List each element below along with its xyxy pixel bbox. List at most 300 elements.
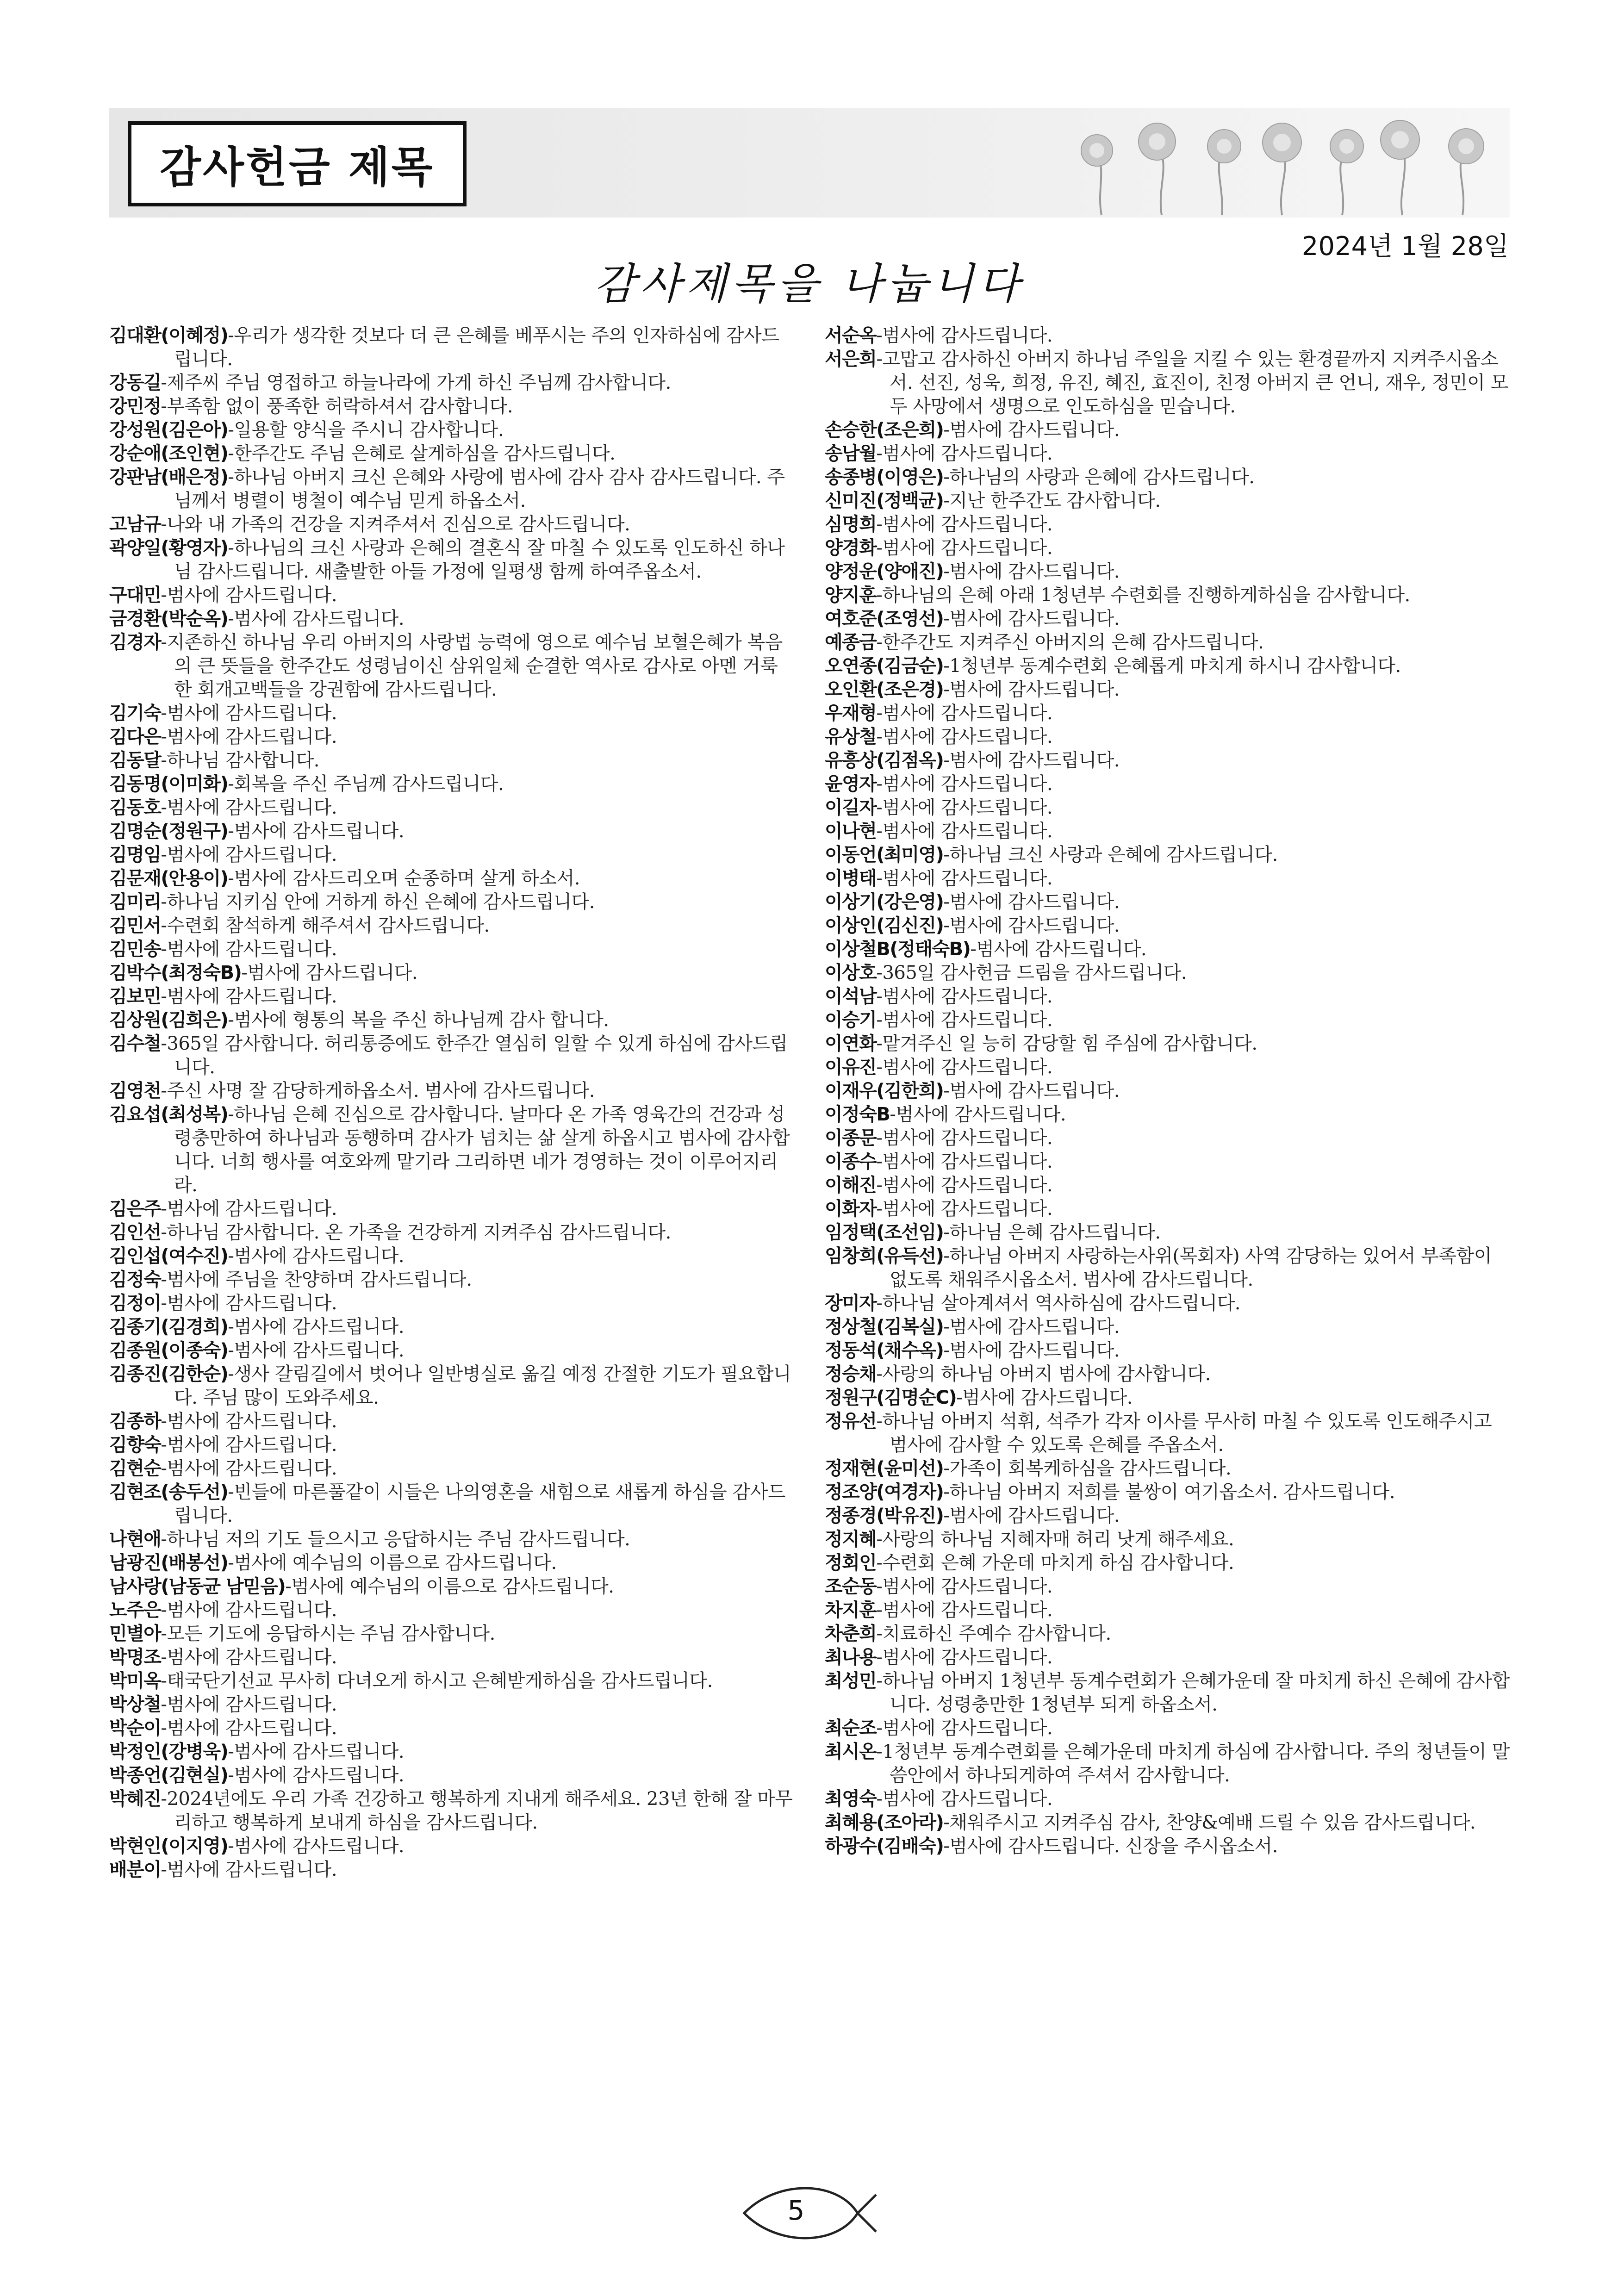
entry-name: 남사랑(남동균 남믿음) bbox=[109, 1576, 286, 1597]
entry-message: -범사에 감사드립니다. bbox=[161, 726, 337, 747]
entry-message: -범사에 감사드립니다. bbox=[876, 773, 1053, 795]
entry-name: 박종언(김현실) bbox=[109, 1765, 228, 1786]
entry-message: -범사에 형통의 복을 주신 하나님께 감사 합니다. bbox=[228, 1009, 609, 1031]
entry-name: 이연화 bbox=[825, 1033, 877, 1054]
entry-message: -범사에 감사드립니다. bbox=[161, 844, 337, 865]
entry-message: -하나님 저의 기도 들으시고 응답하시는 주님 감사드립니다. bbox=[161, 1529, 630, 1550]
entry-name: 최혜용(조아라) bbox=[825, 1812, 944, 1833]
entry-message: -범사에 감사드립니다. bbox=[161, 1434, 337, 1456]
thanksgiving-entry bbox=[109, 1103, 794, 1197]
entry-message: -범사에 감사드립니다. bbox=[161, 1717, 337, 1739]
entry-message: -하나님의 크신 사랑과 은혜의 결혼식 잘 마칠 수 있도록 인도하신 하나님 감사드립니다. 새출발한 아들 가정에 일평생 함께 하여주옵소서. bbox=[174, 537, 785, 582]
entry-name: 이상철B(정태숙B) bbox=[825, 939, 971, 960]
entry-name: 김기숙 bbox=[109, 703, 161, 724]
entry-name: 김상원(김희은) bbox=[109, 1009, 228, 1031]
entry-name: 김정숙 bbox=[109, 1269, 161, 1290]
thanksgiving-entry bbox=[109, 961, 794, 985]
thanksgiving-entry bbox=[825, 466, 1510, 489]
entry-message: -범사에 감사드립니다. bbox=[161, 939, 337, 960]
entry-name: 강판남(배은정) bbox=[109, 467, 228, 488]
entry-name: 박현인(이지영) bbox=[109, 1836, 228, 1857]
thanksgiving-entry bbox=[109, 1551, 794, 1575]
thanksgiving-entry bbox=[825, 1811, 1510, 1835]
entry-message: -고맙고 감사하신 아버지 하나님 주일을 지킬 수 있는 환경끝까지 지켜주시옵소서. 선진, 성욱, 희정, 유진, 혜진, 효진이, 친정 아버지 큰 언니, 재우, 정민이 모두 사망에서 생명으로 인도하심을 믿습니다. bbox=[876, 348, 1508, 417]
thanksgiving-entry bbox=[109, 1622, 794, 1646]
entry-message: -하나님 아버지 1청년부 동계수련회가 은혜가운데 잘 마치게 하신 은혜에 감사합니다. 성령충만한 1청년부 되게 하옵소서. bbox=[876, 1670, 1510, 1715]
entry-message: -범사에 감사드립니다. bbox=[876, 1576, 1053, 1597]
entry-name: 오연종(김금순) bbox=[825, 655, 944, 677]
entry-name: 송종병(이영은) bbox=[825, 467, 944, 488]
entry-name: 김미리 bbox=[109, 891, 161, 913]
entry-message: -범사에 감사드립니다. bbox=[943, 419, 1120, 441]
thanksgiving-entry bbox=[109, 418, 794, 442]
thanksgiving-entry bbox=[109, 890, 794, 914]
entry-name: 신미진(정백균) bbox=[825, 490, 944, 511]
entry-name: 정재현(윤미선) bbox=[825, 1458, 944, 1479]
thanksgiving-entry bbox=[109, 796, 794, 820]
thanksgiving-entry bbox=[109, 1433, 794, 1457]
thanksgiving-entry bbox=[825, 725, 1510, 749]
entry-message: -범사에 감사드립니다. bbox=[228, 821, 404, 842]
entry-message: -범사에 감사드립니다. bbox=[161, 1859, 337, 1880]
entry-name: 강민정 bbox=[109, 396, 161, 417]
entry-name: 정회인 bbox=[825, 1552, 877, 1574]
entry-name: 정지혜 bbox=[825, 1529, 877, 1550]
entry-name: 김종기(김경희) bbox=[109, 1316, 228, 1338]
thanksgiving-entry bbox=[109, 1079, 794, 1103]
date: 2024년 1월 28일 bbox=[1301, 231, 1509, 261]
thanksgiving-entry bbox=[825, 348, 1510, 418]
thanksgiving-entry bbox=[825, 1481, 1510, 1504]
entry-message: -범사에 감사드립니다. bbox=[943, 561, 1120, 582]
entry-name: 이승기 bbox=[825, 1009, 877, 1031]
entry-name: 양정운(양애진) bbox=[825, 561, 944, 582]
entry-message: -범사에 감사드립니다. bbox=[161, 1458, 337, 1479]
thanksgiving-entry bbox=[109, 1339, 794, 1363]
thanksgiving-entry bbox=[825, 654, 1510, 678]
entry-message: -회복을 주신 주님께 감사드립니다. bbox=[228, 773, 504, 795]
thanksgiving-entry bbox=[825, 1410, 1510, 1457]
thanksgiving-entry bbox=[825, 560, 1510, 584]
thanksgiving-entry bbox=[825, 607, 1510, 631]
thanksgiving-entry bbox=[109, 1787, 794, 1835]
thanksgiving-entry bbox=[825, 1835, 1510, 1858]
thanksgiving-entry bbox=[109, 1457, 794, 1481]
thanksgiving-entry bbox=[109, 985, 794, 1008]
entry-name: 이상호 bbox=[825, 962, 877, 983]
entry-message: -범사에 감사드립니다. bbox=[161, 1694, 337, 1715]
entry-message: -사랑의 하나님 지혜자매 허리 낫게 해주세요. bbox=[876, 1529, 1234, 1550]
thanksgiving-entry bbox=[825, 1363, 1510, 1386]
thanksgiving-entry bbox=[825, 1787, 1510, 1811]
thanksgiving-entry bbox=[825, 418, 1510, 442]
entry-name: 강성원(김은아) bbox=[109, 419, 228, 441]
entry-message: -채워주시고 지켜주심 감사, 찬양&예배 드릴 수 있음 감사드립니다. bbox=[943, 1812, 1476, 1833]
entry-name: 이병태 bbox=[825, 868, 877, 889]
thanksgiving-entry bbox=[109, 1221, 794, 1244]
entry-message: -사랑의 하나님 아버지 범사에 감사합니다. bbox=[876, 1363, 1211, 1385]
thanksgiving-entry bbox=[109, 513, 794, 536]
entry-message: -2024년에도 우리 가족 건강하고 행복하게 지내게 해주세요. 23년 한해 잘 마무리하고 행복하게 보내게 하심을 감사드립니다. bbox=[161, 1788, 793, 1833]
thanksgiving-entry bbox=[825, 1174, 1510, 1197]
thanksgiving-entry bbox=[825, 1197, 1510, 1221]
entry-name: 김향숙 bbox=[109, 1434, 161, 1456]
entry-message: -한주간도 지켜주신 아버지의 은혜 감사드립니다. bbox=[876, 632, 1264, 653]
page-number: 5 bbox=[787, 2195, 805, 2226]
entry-message: -범사에 감사드립니다. bbox=[161, 1293, 337, 1314]
thanksgiving-entry bbox=[109, 1764, 794, 1787]
entry-message: -범사에 감사드립니다. bbox=[876, 443, 1053, 464]
entry-name: 차지훈 bbox=[825, 1599, 877, 1621]
thanksgiving-entry bbox=[825, 890, 1510, 914]
entry-message: -범사에 감사드립니다. bbox=[228, 1316, 404, 1338]
entry-message: -하나님 지키심 안에 거하게 하신 은혜에 감사드립니다. bbox=[161, 891, 595, 913]
entry-message: -범사에 감사드립니다. bbox=[228, 1836, 404, 1857]
entry-name: 유상철 bbox=[825, 726, 877, 747]
entry-message: -주신 사명 잘 감당하게하옵소서. 범사에 감사드립니다. bbox=[161, 1080, 595, 1101]
thanksgiving-entry bbox=[825, 1504, 1510, 1528]
entry-message: -가족이 회복케하심을 감사드립니다. bbox=[943, 1458, 1232, 1479]
thanksgiving-entry bbox=[825, 1622, 1510, 1646]
thanksgiving-entry bbox=[109, 1032, 794, 1079]
entry-name: 민별아 bbox=[109, 1623, 161, 1644]
entry-message: -범사에 감사드립니다. bbox=[876, 726, 1053, 747]
thanksgiving-entry bbox=[825, 772, 1510, 796]
thanksgiving-entry bbox=[109, 1858, 794, 1882]
entry-name: 박혜진 bbox=[109, 1788, 161, 1810]
thanksgiving-entry bbox=[109, 1481, 794, 1528]
thanksgiving-entry bbox=[109, 725, 794, 749]
entry-message: -범사에 감사드립니다. bbox=[943, 608, 1120, 629]
entry-message: -범사에 감사드립니다. bbox=[943, 1316, 1120, 1338]
entry-name: 김인섭(여수진) bbox=[109, 1245, 228, 1267]
thanksgiving-entry bbox=[825, 914, 1510, 938]
entry-message: -범사에 감사드립니다. bbox=[241, 962, 418, 983]
entry-name: 최나용 bbox=[825, 1647, 877, 1668]
thanksgiving-entry bbox=[109, 442, 794, 466]
entry-name: 이나현 bbox=[825, 821, 877, 842]
entry-message: -범사에 주님을 찬양하며 감사드립니다. bbox=[161, 1269, 472, 1290]
entry-name: 이동언(최미영) bbox=[825, 844, 944, 865]
thanksgiving-entry bbox=[109, 938, 794, 961]
thanksgiving-entry bbox=[825, 1008, 1510, 1032]
entry-name: 박순이 bbox=[109, 1717, 161, 1739]
right-column bbox=[825, 324, 1510, 1858]
entry-name: 배분이 bbox=[109, 1859, 161, 1880]
thanksgiving-entry bbox=[109, 1693, 794, 1717]
entry-message: -하나님의 은혜 아래 1청년부 수련회를 진행하게하심을 감사합니다. bbox=[876, 585, 1410, 606]
entry-message: -범사에 감사드립니다. bbox=[228, 1340, 404, 1361]
entry-name: 이해진 bbox=[825, 1175, 877, 1196]
thanksgiving-entry bbox=[109, 1244, 794, 1268]
entry-name: 김박수(최정숙B) bbox=[109, 962, 242, 983]
entry-message: -1청년부 동계수련회 은혜롭게 마치게 하시니 감사합니다. bbox=[943, 655, 1401, 677]
thanksgiving-entry bbox=[825, 867, 1510, 890]
entry-name: 하광수(김배숙) bbox=[825, 1836, 944, 1857]
entry-message: -범사에 감사드립니다. 신장을 주시옵소서. bbox=[943, 1836, 1278, 1857]
thanksgiving-entry bbox=[109, 1835, 794, 1858]
entry-name: 김현조(송두선) bbox=[109, 1481, 228, 1503]
entry-message: -범사에 감사드립니다. bbox=[161, 1198, 337, 1220]
entry-name: 박명조 bbox=[109, 1647, 161, 1668]
thanksgiving-entry bbox=[825, 1103, 1510, 1126]
entry-name: 김명임 bbox=[109, 844, 161, 865]
thanksgiving-entry bbox=[825, 1740, 1510, 1787]
thanksgiving-entry bbox=[825, 702, 1510, 725]
thanksgiving-entry bbox=[109, 843, 794, 867]
entry-message: -하나님 은혜 진심으로 감사합니다. 날마다 온 가족 영육간의 건강과 성령충만하여 하나님과 동행하며 감사가 넘치는 삶 살게 하옵시고 범사에 감사합니다. 너희 행사를 여호와께 맡기라 그리하면 네가 경영하는 것이 이루어지리라. bbox=[174, 1104, 790, 1196]
thanksgiving-entry bbox=[109, 631, 794, 702]
entry-message: -범사에 감사드립니다. bbox=[161, 703, 337, 724]
entry-message: -범사에 감사드립니다. bbox=[228, 1741, 404, 1762]
entry-name: 조순동 bbox=[825, 1576, 877, 1597]
flowers-illustration-icon bbox=[1064, 116, 1504, 218]
entry-message: -하나님 아버지 크신 은혜와 사랑에 범사에 감사 감사 감사드립니다. 주님께서 병렬이 병철이 예수님 믿게 하옵소서. bbox=[174, 467, 785, 511]
entry-name: 김문재(안용이) bbox=[109, 868, 228, 889]
thanksgiving-entry bbox=[825, 1079, 1510, 1103]
entry-message: -범사에 감사드립니다. bbox=[228, 608, 404, 629]
entry-name: 윤영자 bbox=[825, 773, 877, 795]
entry-name: 김수철 bbox=[109, 1033, 161, 1054]
entry-name: 장미자 bbox=[825, 1293, 877, 1314]
entry-name: 고남규 bbox=[109, 514, 161, 535]
entry-name: 이길자 bbox=[825, 797, 877, 818]
thanksgiving-entry bbox=[109, 702, 794, 725]
thanksgiving-entry bbox=[825, 938, 1510, 961]
entry-message: -범사에 예수님의 이름으로 감사드립니다. bbox=[228, 1552, 557, 1574]
entry-message: -범사에 감사드립니다. bbox=[876, 325, 1053, 346]
entry-message: -하나님의 사랑과 은혜에 감사드립니다. bbox=[943, 467, 1255, 488]
thanksgiving-entry bbox=[825, 1056, 1510, 1079]
entry-name: 임창희(유득선) bbox=[825, 1245, 944, 1267]
entry-name: 김명순(정원구) bbox=[109, 821, 228, 842]
entry-message: -범사에 감사드립니다. bbox=[876, 1788, 1053, 1810]
entry-message: -범사에 감사드립니다. bbox=[876, 1057, 1053, 1078]
entry-name: 김요섭(최성복) bbox=[109, 1104, 228, 1125]
thanksgiving-entry bbox=[825, 1339, 1510, 1363]
thanksgiving-entry bbox=[109, 536, 794, 584]
entry-message: -하나님 아버지 저희를 불쌍이 여기옵소서. 감사드립니다. bbox=[943, 1481, 1395, 1503]
entry-name: 유흥상(김점옥) bbox=[825, 750, 944, 771]
thanksgiving-entry bbox=[825, 513, 1510, 536]
entry-name: 최시온 bbox=[825, 1741, 877, 1762]
thanksgiving-entry bbox=[109, 820, 794, 843]
thanksgiving-entry bbox=[825, 1150, 1510, 1174]
entry-message: -범사에 감사드립니다. bbox=[970, 939, 1147, 960]
entry-name: 정조양(여경자) bbox=[825, 1481, 944, 1503]
entry-name: 이상기(강은영) bbox=[825, 891, 944, 913]
thanksgiving-entry bbox=[825, 1457, 1510, 1481]
entry-message: -지존하신 하나님 우리 아버지의 사랑법 능력에 영으로 예수님 보혈은혜가 복음의 큰 뜻들을 한주간도 성령님이신 삼위일체 순결한 역사로 감사로 아멘 거룩한 회개고백들을 강권함에 감사드립니다. bbox=[161, 632, 783, 700]
thanksgiving-entry bbox=[109, 607, 794, 631]
entry-message: -범사에 감사드립니다. bbox=[876, 1198, 1053, 1220]
entry-name: 우재형 bbox=[825, 703, 877, 724]
thanksgiving-entry bbox=[825, 820, 1510, 843]
thanksgiving-entry bbox=[825, 1599, 1510, 1622]
thanksgiving-entry bbox=[109, 371, 794, 395]
entry-message: -범사에 감사드립니다. bbox=[161, 1599, 337, 1621]
entry-message: -범사에 감사드립니다. bbox=[228, 1765, 404, 1786]
entry-name: 김동명(이미화) bbox=[109, 773, 228, 795]
entry-name: 서순옥 bbox=[825, 325, 877, 346]
thanksgiving-entry bbox=[825, 1528, 1510, 1551]
thanksgiving-entry bbox=[109, 1599, 794, 1622]
thanksgiving-entry bbox=[825, 1717, 1510, 1740]
thanksgiving-entry bbox=[109, 466, 794, 513]
thanksgiving-entry bbox=[825, 1292, 1510, 1315]
thanksgiving-entry bbox=[109, 867, 794, 890]
entry-message: -범사에 감사드립니다. bbox=[161, 1647, 337, 1668]
entry-message: -범사에 감사드립니다. bbox=[890, 1104, 1066, 1125]
thanksgiving-entry bbox=[109, 1315, 794, 1339]
thanksgiving-entry bbox=[109, 1363, 794, 1410]
left-column bbox=[109, 324, 794, 1882]
entry-name: 김영천 bbox=[109, 1080, 161, 1101]
entry-name: 김대환(이혜정) bbox=[109, 325, 228, 346]
entry-name: 송남월 bbox=[825, 443, 877, 464]
entry-name: 임정택(조선임) bbox=[825, 1222, 944, 1243]
entry-name: 정원구(김명순C) bbox=[825, 1387, 957, 1408]
thanksgiving-entry bbox=[109, 1717, 794, 1740]
entry-name: 이종문 bbox=[825, 1127, 877, 1149]
entry-name: 김현순 bbox=[109, 1458, 161, 1479]
thanksgiving-entry bbox=[109, 1528, 794, 1551]
entry-message: -범사에 감사드립니다. bbox=[876, 514, 1053, 535]
entry-name: 정종경(박유진) bbox=[825, 1505, 944, 1526]
entry-message: -범사에 감사드립니다. bbox=[876, 797, 1053, 818]
thanksgiving-entry bbox=[825, 749, 1510, 772]
entry-message: -생사 갈림길에서 벗어나 일반병실로 옮길 예정 간절한 기도가 필요합니다. 주님 많이 도와주세요. bbox=[174, 1363, 791, 1408]
entry-message: -범사에 감사드립니다. bbox=[956, 1387, 1133, 1408]
entry-name: 김동달 bbox=[109, 750, 161, 771]
entry-name: 이재우(김한희) bbox=[825, 1080, 944, 1101]
entry-message: -범사에 감사드립니다. bbox=[943, 750, 1120, 771]
entry-name: 박미옥 bbox=[109, 1670, 161, 1692]
thanksgiving-entry bbox=[825, 985, 1510, 1008]
entry-name: 남광진(배봉선) bbox=[109, 1552, 228, 1574]
entry-message: -범사에 감사드립니다. bbox=[876, 821, 1053, 842]
thanksgiving-entry bbox=[109, 1740, 794, 1764]
entry-name: 김종원(이종숙) bbox=[109, 1340, 228, 1361]
entry-message: -일용할 양식을 주시니 감사합니다. bbox=[228, 419, 504, 441]
entry-message: -범사에 예수님의 이름으로 감사드립니다. bbox=[285, 1576, 614, 1597]
thanksgiving-entry bbox=[109, 1268, 794, 1292]
entry-message: -범사에 감사드립니다. bbox=[228, 1245, 404, 1267]
entry-message: -하나님 감사합니다. bbox=[161, 750, 319, 771]
entry-name: 양경화 bbox=[825, 537, 877, 559]
title-box bbox=[128, 121, 467, 206]
entry-message: -범사에 감사드립니다. bbox=[876, 537, 1053, 559]
thanksgiving-entry bbox=[825, 442, 1510, 466]
entry-message: -빈들에 마른풀같이 시들은 나의영혼을 새힘으로 새롭게 하심을 감사드립니다. bbox=[174, 1481, 785, 1526]
entry-name: 최순조 bbox=[825, 1717, 877, 1739]
entry-name: 심명희 bbox=[825, 514, 877, 535]
entry-name: 김동호 bbox=[109, 797, 161, 818]
thanksgiving-entry bbox=[825, 796, 1510, 820]
entry-name: 김은주 bbox=[109, 1198, 161, 1220]
thanksgiving-entry bbox=[825, 324, 1510, 348]
subtitle: 감사제목을 나눕니다 bbox=[594, 259, 1024, 309]
thanksgiving-entry bbox=[825, 1315, 1510, 1339]
thanksgiving-entry bbox=[109, 749, 794, 772]
entry-name: 박정인(강병욱) bbox=[109, 1741, 228, 1762]
entry-name: 정상철(김복실) bbox=[825, 1316, 944, 1338]
entry-name: 강동길 bbox=[109, 372, 161, 393]
thanksgiving-entry bbox=[825, 1669, 1510, 1717]
entry-message: -맡겨주신 일 능히 감당할 힘 주심에 감사합니다. bbox=[876, 1033, 1257, 1054]
entry-name: 김종하 bbox=[109, 1411, 161, 1432]
entry-name: 곽양일(황영자) bbox=[109, 537, 228, 559]
entry-message: -범사에 감사드립니다. bbox=[876, 1127, 1053, 1149]
entry-message: -범사에 감사드립니다. bbox=[161, 797, 337, 818]
entry-name: 이종수 bbox=[825, 1151, 877, 1172]
entry-name: 김종진(김한순) bbox=[109, 1363, 228, 1385]
entry-name: 노주은 bbox=[109, 1599, 161, 1621]
entry-message: -범사에 감사드립니다. bbox=[161, 585, 337, 606]
entry-message: -범사에 감사드립니다. bbox=[161, 1411, 337, 1432]
thanksgiving-entry bbox=[825, 1646, 1510, 1669]
page-title: 감사헌금 제목 bbox=[160, 143, 435, 192]
entry-message: -범사에 감사드립니다. bbox=[876, 1717, 1053, 1739]
entry-message: -범사에 감사드립니다. bbox=[943, 1340, 1120, 1361]
entry-message: -범사에 감사드립니다. bbox=[876, 986, 1053, 1007]
entry-name: 김민송 bbox=[109, 939, 161, 960]
entry-message: -제주씨 주님 영접하고 하늘나라에 가게 하신 주님께 감사합니다. bbox=[161, 372, 671, 393]
thanksgiving-entry bbox=[825, 1575, 1510, 1599]
entry-name: 여호준(조영선) bbox=[825, 608, 944, 629]
thanksgiving-entry bbox=[109, 1008, 794, 1032]
entry-name: 최영숙 bbox=[825, 1788, 877, 1810]
entry-message: -수련회 참석하게 해주셔서 감사드립니다. bbox=[161, 915, 490, 936]
entry-name: 오인환(조은경) bbox=[825, 679, 944, 700]
thanksgiving-entry bbox=[109, 772, 794, 796]
thanksgiving-entry bbox=[109, 324, 794, 371]
entry-message: -범사에 감사드립니다. bbox=[876, 1175, 1053, 1196]
entry-message: -태국단기선교 무사히 다녀오게 하시고 은혜받게하심을 감사드립니다. bbox=[161, 1670, 713, 1692]
entry-name: 차춘희 bbox=[825, 1623, 877, 1644]
entry-message: -범사에 감사드립니다. bbox=[876, 1647, 1053, 1668]
entry-name: 나현애 bbox=[109, 1529, 161, 1550]
entry-message: -범사에 감사드립니다. bbox=[943, 1080, 1120, 1101]
entry-message: -365일 감사합니다. 허리통증에도 한주간 열심히 일할 수 있게 하심에 감사드립니다. bbox=[161, 1033, 788, 1078]
thanksgiving-entry bbox=[109, 1197, 794, 1221]
entry-message: -범사에 감사드립니다. bbox=[943, 891, 1120, 913]
entry-name: 정유선 bbox=[825, 1411, 877, 1432]
entry-name: 김보민 bbox=[109, 986, 161, 1007]
entry-message: -범사에 감사드립니다. bbox=[876, 1151, 1053, 1172]
entry-name: 예종금 bbox=[825, 632, 877, 653]
entry-name: 김인선 bbox=[109, 1222, 161, 1243]
entry-name: 최성민 bbox=[825, 1670, 877, 1692]
entry-name: 김정이 bbox=[109, 1293, 161, 1314]
thanksgiving-entry bbox=[109, 1575, 794, 1599]
entry-message: -하나님 아버지 사랑하는사위(목회자) 사역 감당하는 있어서 부족함이 없도록 채워주시옵소서. 범사에 감사드립니다. bbox=[890, 1245, 1492, 1290]
entry-message: -범사에 감사드립니다. bbox=[943, 679, 1120, 700]
thanksgiving-entry bbox=[825, 1244, 1510, 1292]
entry-message: -하나님 크신 사랑과 은혜에 감사드립니다. bbox=[943, 844, 1278, 865]
thanksgiving-entry bbox=[825, 961, 1510, 985]
thanksgiving-entry bbox=[825, 678, 1510, 702]
entry-name: 이화자 bbox=[825, 1198, 877, 1220]
thanksgiving-entry bbox=[825, 1551, 1510, 1575]
entry-name: 김민서 bbox=[109, 915, 161, 936]
entry-message: -범사에 감사드립니다. bbox=[943, 1505, 1120, 1526]
entry-name: 이정숙B bbox=[825, 1104, 890, 1125]
entry-name: 박상철 bbox=[109, 1694, 161, 1715]
entry-name: 정승채 bbox=[825, 1363, 877, 1385]
entry-message: -한주간도 주님 은혜로 살게하심을 감사드립니다. bbox=[228, 443, 616, 464]
thanksgiving-entry bbox=[109, 1646, 794, 1669]
